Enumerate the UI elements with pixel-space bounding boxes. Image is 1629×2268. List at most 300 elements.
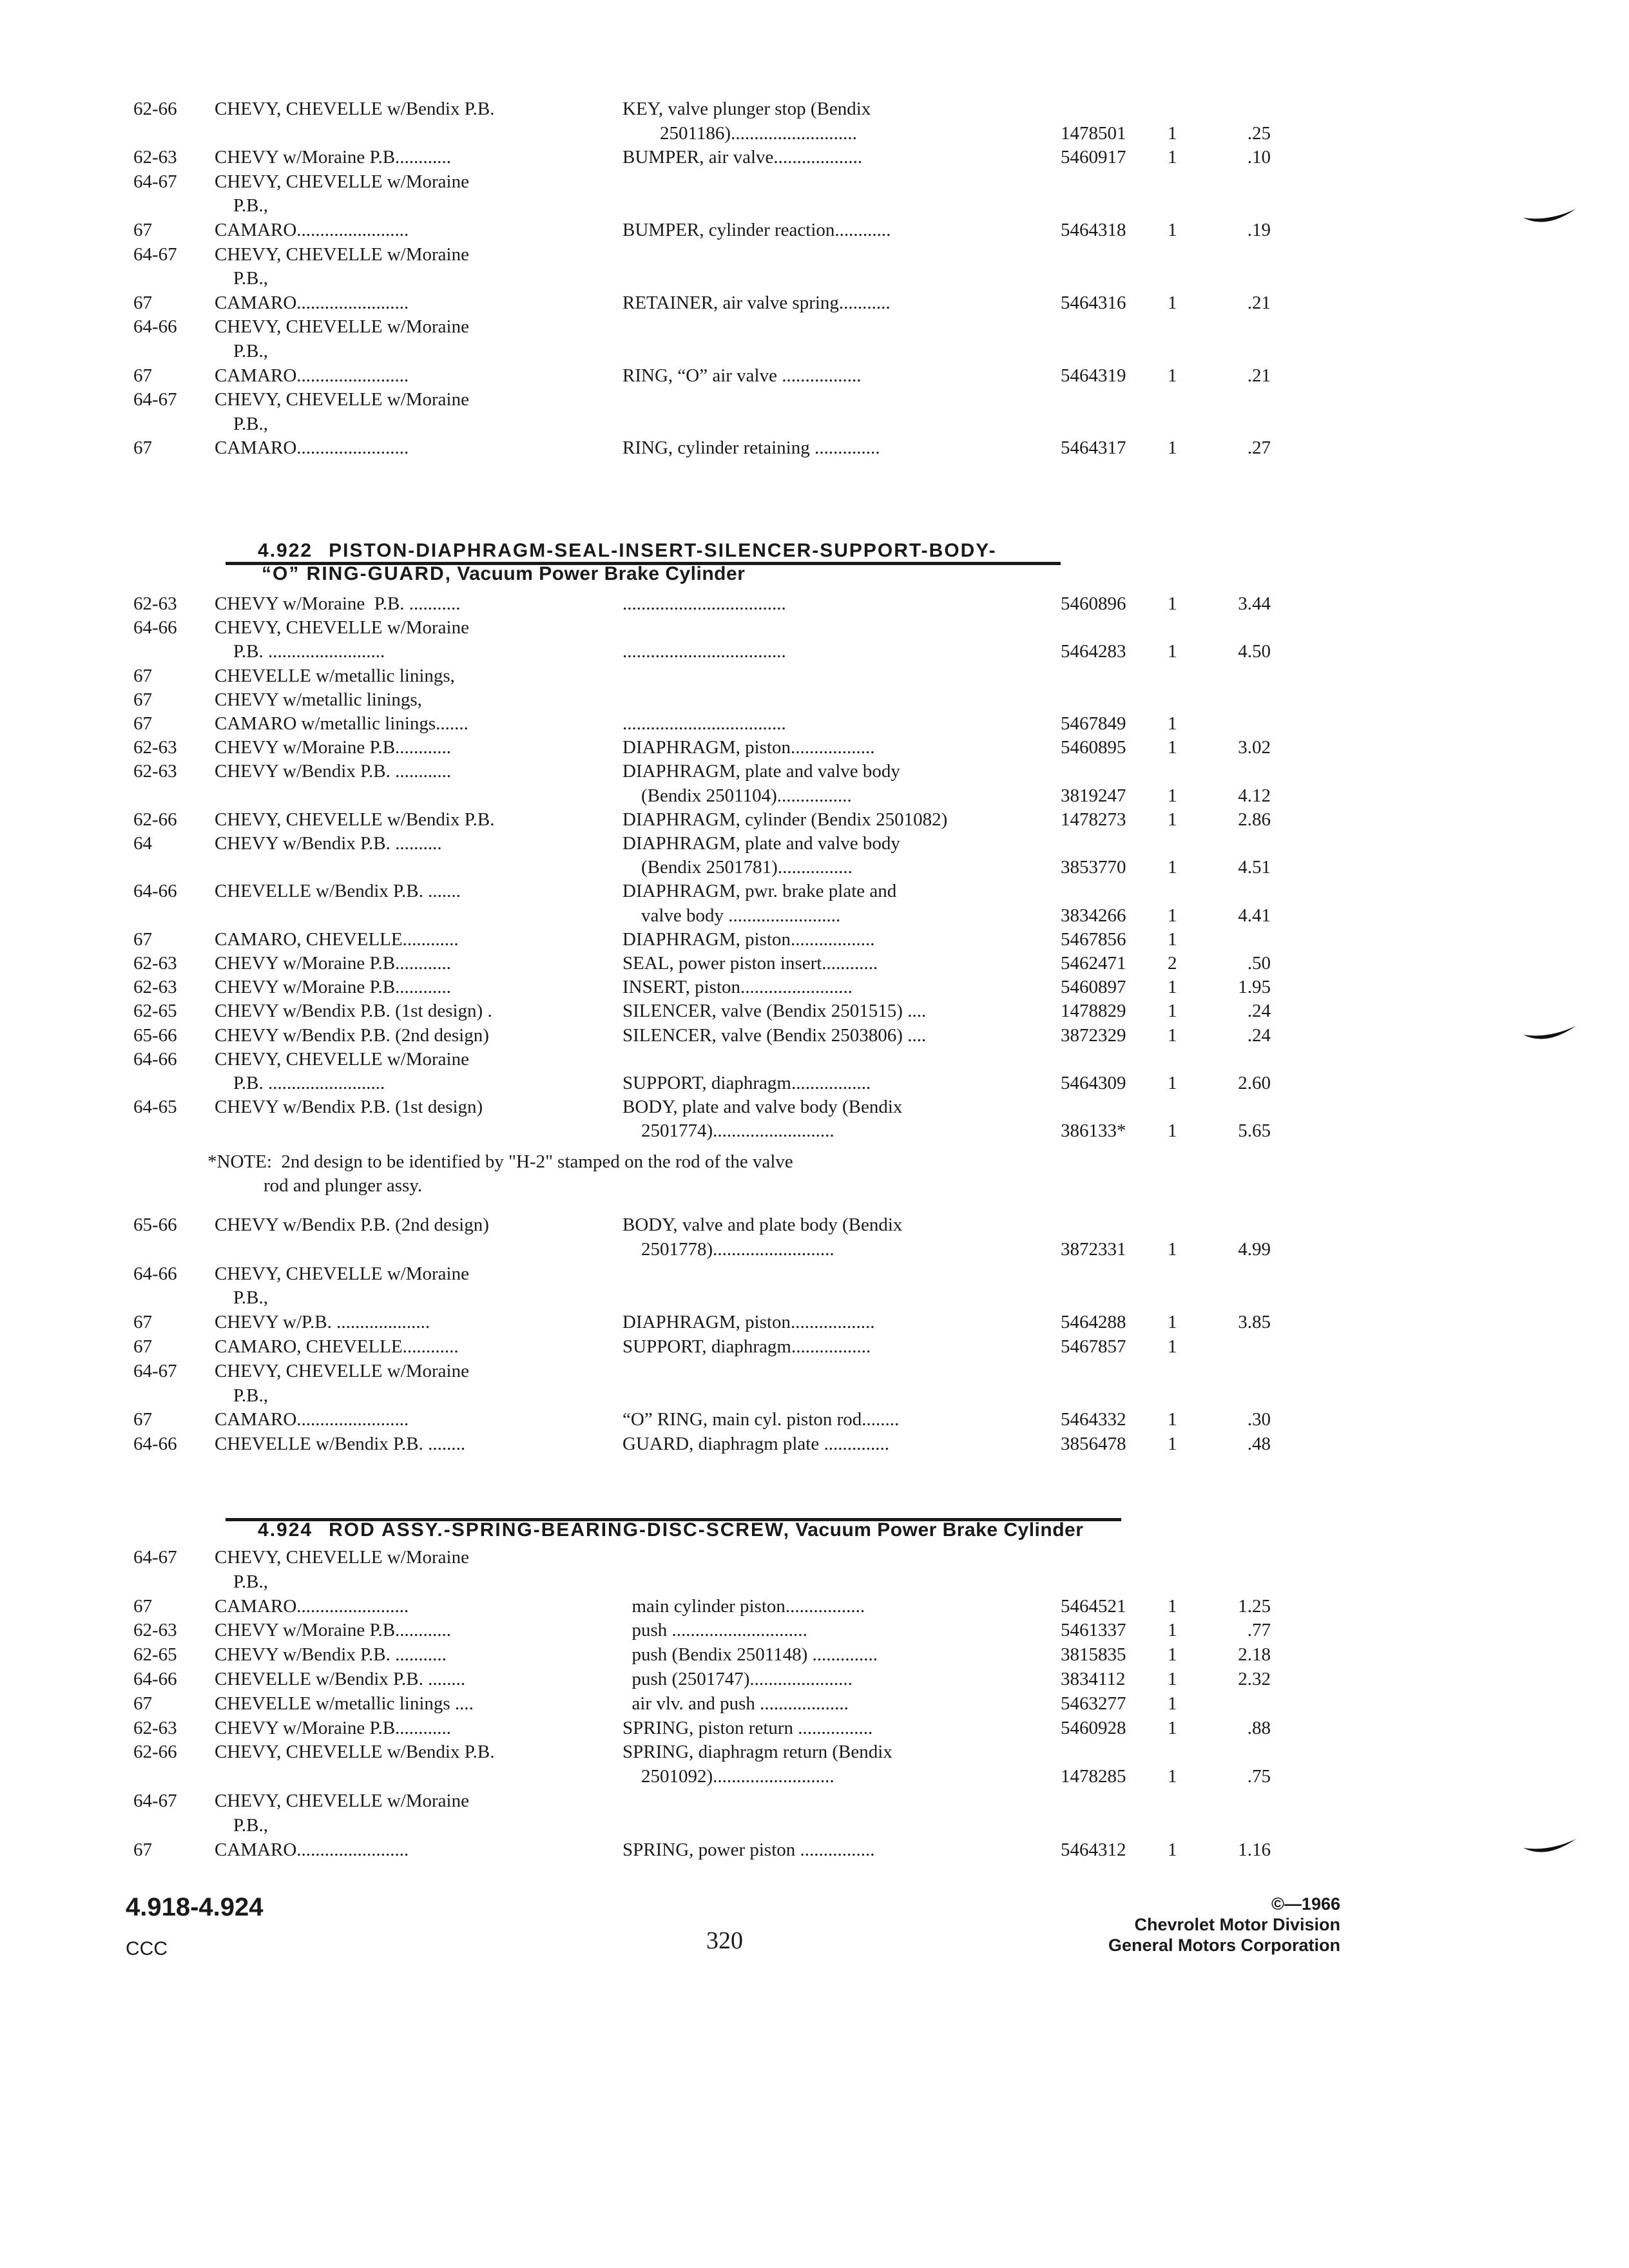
vehicle-model: CAMARO w/metallic linings....... bbox=[215, 713, 468, 734]
quantity: 1 bbox=[1168, 437, 1177, 459]
part-number: 3815835 bbox=[1061, 1644, 1126, 1666]
vehicle-model: P.B., bbox=[215, 1385, 269, 1406]
part-number: 5461337 bbox=[1061, 1620, 1126, 1641]
price: .75 bbox=[1247, 1766, 1271, 1787]
table-row bbox=[0, 1119, 1629, 1143]
table-row bbox=[0, 1545, 1629, 1570]
vehicle-model: CHEVY, CHEVELLE w/Moraine bbox=[215, 389, 469, 410]
part-description: 2501778).......................... bbox=[622, 1238, 834, 1260]
quantity: 1 bbox=[1168, 809, 1177, 830]
part-number: 5464309 bbox=[1061, 1073, 1126, 1093]
part-description: DIAPHRAGM, pwr. brake plate and bbox=[622, 881, 897, 902]
section-4922-number: 4.922 bbox=[258, 540, 313, 561]
part-description: DIAPHRAGM, piston.................. bbox=[622, 928, 875, 950]
table-row bbox=[0, 951, 1629, 975]
price: 2.18 bbox=[1238, 1644, 1271, 1666]
table-row bbox=[0, 145, 1629, 169]
part-description: SPRING, diaphragm return (Bendix bbox=[622, 1742, 892, 1763]
vehicle-model: CHEVY, CHEVELLE w/Bendix P.B. bbox=[215, 99, 495, 119]
part-description: SILENCER, valve (Bendix 2501515) .... bbox=[622, 1001, 927, 1022]
part-description: SEAL, power piston insert............ bbox=[622, 953, 878, 974]
vehicle-model: CHEVY w/metallic linings, bbox=[215, 689, 422, 710]
model-years: 65-66 bbox=[133, 1215, 177, 1235]
part-description: ................................... bbox=[622, 593, 786, 614]
price: 1.16 bbox=[1238, 1839, 1271, 1860]
model-years: 62-63 bbox=[133, 953, 177, 974]
table-row bbox=[0, 363, 1629, 388]
vehicle-model: CHEVY w/Moraine P.B............ bbox=[215, 953, 452, 974]
price: 2.60 bbox=[1238, 1073, 1271, 1093]
table-row bbox=[0, 1285, 1629, 1310]
part-number: 3872329 bbox=[1061, 1024, 1126, 1046]
vehicle-model: CHEVY, CHEVELLE w/Moraine bbox=[215, 1547, 469, 1568]
vehicle-model: P.B. ......................... bbox=[215, 641, 385, 662]
footer-code: CCC bbox=[126, 1938, 168, 1959]
price: .24 bbox=[1247, 1024, 1271, 1046]
model-years: 67 bbox=[133, 665, 152, 686]
quantity: 1 bbox=[1168, 292, 1177, 313]
price: .21 bbox=[1247, 365, 1271, 386]
vehicle-model: CHEVY, CHEVELLE w/Moraine bbox=[215, 316, 469, 338]
part-description: KEY, valve plunger stop (Bendix bbox=[622, 99, 871, 119]
quantity: 1 bbox=[1168, 1001, 1177, 1022]
vehicle-model: CHEVY, CHEVELLE w/Moraine bbox=[215, 1048, 469, 1070]
part-number: 3834112 bbox=[1061, 1669, 1126, 1689]
table-row bbox=[0, 999, 1629, 1023]
vehicle-model: CHEVY w/Bendix P.B. ........... bbox=[215, 1644, 447, 1666]
quantity: 1 bbox=[1168, 905, 1177, 926]
vehicle-model: P.B., bbox=[215, 268, 269, 289]
table-row bbox=[0, 193, 1629, 218]
vehicle-model: CHEVY, CHEVELLE w/Bendix P.B. bbox=[215, 1742, 495, 1763]
part-number: 5464312 bbox=[1061, 1839, 1126, 1860]
quantity: 1 bbox=[1168, 1644, 1177, 1666]
part-description: ................................... bbox=[622, 641, 786, 662]
part-description: DIAPHRAGM, piston.................. bbox=[622, 1312, 875, 1333]
table-row bbox=[0, 1691, 1629, 1716]
vehicle-model: CHEVY w/Bendix P.B. (1st design) bbox=[215, 1097, 483, 1118]
vehicle-model: P.B., bbox=[215, 195, 269, 216]
footer-page-number: 320 bbox=[706, 1927, 743, 1954]
part-description: 2501186)........................... bbox=[622, 122, 857, 144]
section-4924-number: 4.924 bbox=[258, 1519, 313, 1541]
part-description: push (Bendix 2501148) .............. bbox=[622, 1644, 878, 1666]
price: 5.65 bbox=[1238, 1120, 1271, 1142]
section-4924-underline bbox=[226, 1518, 1121, 1521]
quantity: 1 bbox=[1168, 641, 1177, 662]
vehicle-model: CHEVELLE w/metallic linings, bbox=[215, 665, 455, 686]
table-row bbox=[0, 1570, 1629, 1594]
price: 3.85 bbox=[1238, 1312, 1271, 1333]
binder-tick-mark-icon bbox=[1521, 200, 1579, 232]
price: 1.95 bbox=[1238, 977, 1271, 998]
quantity: 1 bbox=[1168, 220, 1177, 240]
table-row bbox=[0, 759, 1629, 783]
vehicle-model: CHEVELLE w/Bendix P.B. ........ bbox=[215, 1434, 466, 1455]
part-number: 5460917 bbox=[1061, 147, 1126, 168]
table-row bbox=[0, 879, 1629, 903]
vehicle-model: CAMARO, CHEVELLE............ bbox=[215, 1336, 459, 1357]
part-description: DIAPHRAGM, piston.................. bbox=[622, 737, 875, 758]
part-description: air vlv. and push ................... bbox=[622, 1693, 849, 1714]
model-years: 62-65 bbox=[133, 1001, 177, 1022]
section-4924-title: ROD ASSY.-SPRING-BEARING-DISC-SCREW, bbox=[329, 1519, 791, 1541]
vehicle-model: CHEVY w/Moraine P.B............ bbox=[215, 737, 452, 758]
footer-corporation: General Motors Corporation bbox=[1108, 1936, 1340, 1955]
vehicle-model: CHEVY w/Moraine P.B. ........... bbox=[215, 593, 461, 614]
design-note-line2: rod and plunger assy. bbox=[207, 1175, 423, 1196]
part-number: 5464316 bbox=[1061, 292, 1126, 313]
model-years: 64-67 bbox=[133, 389, 177, 410]
model-years: 65-66 bbox=[133, 1024, 177, 1046]
part-number: 5460895 bbox=[1061, 737, 1126, 758]
part-number: 1478273 bbox=[1061, 809, 1126, 830]
price: 4.41 bbox=[1238, 905, 1271, 926]
model-years: 67 bbox=[133, 365, 152, 386]
section-4922-subtitle: Vacuum Power Brake Cylinder bbox=[457, 563, 746, 584]
table-row bbox=[0, 1838, 1629, 1862]
model-years: 62-66 bbox=[133, 99, 177, 119]
vehicle-model: CHEVY, CHEVELLE w/Moraine bbox=[215, 1791, 469, 1811]
part-description: SPRING, power piston ................ bbox=[622, 1839, 875, 1860]
table-row bbox=[0, 927, 1629, 952]
part-description: RING, cylinder retaining .............. bbox=[622, 437, 880, 459]
table-row bbox=[0, 1071, 1629, 1095]
model-years: 67 bbox=[133, 1312, 152, 1333]
model-years: 64-67 bbox=[133, 171, 177, 192]
part-description: (Bendix 2501104)................ bbox=[622, 785, 852, 806]
price: 4.99 bbox=[1238, 1238, 1271, 1260]
model-years: 64-66 bbox=[133, 617, 177, 639]
part-description: SPRING, piston return ................ bbox=[622, 1717, 873, 1738]
price: .19 bbox=[1247, 220, 1271, 240]
quantity: 1 bbox=[1168, 1717, 1177, 1738]
quantity: 1 bbox=[1168, 1839, 1177, 1860]
table-row bbox=[0, 1262, 1629, 1286]
part-description: DIAPHRAGM, plate and valve body bbox=[622, 833, 900, 854]
part-number: 5464319 bbox=[1061, 365, 1126, 386]
table-row bbox=[0, 735, 1629, 760]
model-years: 64 bbox=[133, 833, 152, 854]
part-description: BUMPER, cylinder reaction............ bbox=[622, 220, 891, 240]
table-row bbox=[0, 783, 1629, 808]
table-row bbox=[0, 591, 1629, 616]
vehicle-model: CHEVY, CHEVELLE w/Moraine bbox=[215, 617, 469, 639]
part-description: DIAPHRAGM, cylinder (Bendix 2501082) bbox=[622, 809, 948, 830]
vehicle-model: CHEVY, CHEVELLE w/Moraine bbox=[215, 1263, 469, 1284]
table-row bbox=[0, 639, 1629, 664]
vehicle-model: P.B. ......................... bbox=[215, 1073, 385, 1093]
section-4922-underline bbox=[226, 562, 1061, 565]
model-years: 67 bbox=[133, 928, 152, 950]
price: 4.50 bbox=[1238, 641, 1271, 662]
model-years: 67 bbox=[133, 220, 152, 240]
part-description: “O” RING, main cyl. piston rod........ bbox=[622, 1409, 900, 1430]
quantity: 1 bbox=[1168, 928, 1177, 950]
part-description: BUMPER, air valve................... bbox=[622, 147, 863, 168]
price: .21 bbox=[1247, 292, 1271, 313]
model-years: 62-63 bbox=[133, 1717, 177, 1738]
quantity: 1 bbox=[1168, 147, 1177, 168]
part-description: valve body ........................ bbox=[622, 905, 841, 926]
table-row bbox=[0, 1667, 1629, 1691]
quantity: 1 bbox=[1168, 1693, 1177, 1714]
table-row bbox=[0, 314, 1629, 339]
vehicle-model: CHEVY, CHEVELLE w/Moraine bbox=[215, 1360, 469, 1381]
vehicle-model: CAMARO........................ bbox=[215, 1839, 409, 1860]
design-note-line1: *NOTE: 2nd design to be identified by "H-2" stamped on the rod of the valve bbox=[207, 1151, 793, 1172]
binder-tick-mark-icon bbox=[1521, 1017, 1579, 1049]
part-number: 5467856 bbox=[1061, 928, 1126, 950]
price: .50 bbox=[1247, 953, 1271, 974]
section-4922-title-cont: “O” RING-GUARD, bbox=[262, 563, 452, 584]
quantity: 1 bbox=[1168, 1669, 1177, 1689]
table-row bbox=[0, 687, 1629, 712]
part-description: RETAINER, air valve spring........... bbox=[622, 292, 891, 313]
quantity: 1 bbox=[1168, 785, 1177, 806]
quantity: 1 bbox=[1168, 857, 1177, 878]
table-row bbox=[0, 1047, 1629, 1072]
vehicle-model: CAMARO........................ bbox=[215, 1595, 409, 1617]
table-row bbox=[0, 121, 1629, 146]
table-row bbox=[0, 1642, 1629, 1667]
vehicle-model: CHEVY w/Moraine P.B............ bbox=[215, 977, 452, 998]
part-description: ................................... bbox=[622, 713, 786, 734]
part-number: 5463277 bbox=[1061, 1693, 1126, 1714]
part-number: 5462471 bbox=[1061, 953, 1126, 974]
quantity: 1 bbox=[1168, 1120, 1177, 1142]
part-description: BODY, valve and plate body (Bendix bbox=[622, 1215, 903, 1235]
table-row bbox=[0, 615, 1629, 640]
quantity: 1 bbox=[1168, 1766, 1177, 1787]
part-description: DIAPHRAGM, plate and valve body bbox=[622, 761, 900, 782]
price: 3.44 bbox=[1238, 593, 1271, 614]
price: .27 bbox=[1247, 437, 1271, 459]
table-row bbox=[0, 218, 1629, 242]
model-years: 64-66 bbox=[133, 881, 177, 902]
price: 1.25 bbox=[1238, 1595, 1271, 1617]
footer-division: Chevrolet Motor Division bbox=[1134, 1915, 1340, 1934]
table-row bbox=[0, 1359, 1629, 1383]
table-row bbox=[0, 664, 1629, 688]
table-row bbox=[0, 291, 1629, 315]
model-years: 67 bbox=[133, 689, 152, 710]
quantity: 2 bbox=[1168, 953, 1177, 974]
vehicle-model: P.B., bbox=[215, 1814, 269, 1836]
part-number: 5464318 bbox=[1061, 220, 1126, 240]
quantity: 1 bbox=[1168, 1336, 1177, 1357]
quantity: 1 bbox=[1168, 1312, 1177, 1333]
price: .88 bbox=[1247, 1717, 1271, 1738]
part-number: 5460896 bbox=[1061, 593, 1126, 614]
model-years: 67 bbox=[133, 713, 152, 734]
vehicle-model: CHEVY w/Bendix P.B. (2nd design) bbox=[215, 1215, 489, 1235]
model-years: 67 bbox=[133, 1595, 152, 1617]
table-row bbox=[0, 387, 1629, 412]
vehicle-model: CAMARO........................ bbox=[215, 292, 409, 313]
model-years: 62-66 bbox=[133, 809, 177, 830]
table-row bbox=[0, 1813, 1629, 1838]
price: .24 bbox=[1247, 1001, 1271, 1022]
price: 2.32 bbox=[1238, 1669, 1271, 1689]
part-number: 3819247 bbox=[1061, 785, 1126, 806]
table-row bbox=[0, 1023, 1629, 1048]
table-row bbox=[0, 807, 1629, 832]
part-description: RING, “O” air valve ................. bbox=[622, 365, 862, 386]
price: 2.86 bbox=[1238, 809, 1271, 830]
model-years: 67 bbox=[133, 1839, 152, 1860]
model-years: 64-66 bbox=[133, 1048, 177, 1070]
part-number: 1478829 bbox=[1061, 1001, 1126, 1022]
part-number: 5464332 bbox=[1061, 1409, 1126, 1430]
part-number: 1478285 bbox=[1061, 1766, 1126, 1787]
part-description: 2501092).......................... bbox=[622, 1766, 834, 1787]
model-years: 62-66 bbox=[133, 1742, 177, 1763]
part-number: 5467849 bbox=[1061, 713, 1126, 734]
part-number: 3872331 bbox=[1061, 1238, 1126, 1260]
table-row bbox=[0, 1789, 1629, 1813]
quantity: 1 bbox=[1168, 977, 1177, 998]
vehicle-model: CHEVY w/Bendix P.B. .......... bbox=[215, 833, 442, 854]
table-row bbox=[0, 1407, 1629, 1432]
vehicle-model: CAMARO........................ bbox=[215, 365, 409, 386]
model-years: 67 bbox=[133, 1409, 152, 1430]
part-number: 5464283 bbox=[1061, 641, 1126, 662]
part-number: 5467857 bbox=[1061, 1336, 1126, 1357]
price: 3.02 bbox=[1238, 737, 1271, 758]
quantity: 1 bbox=[1168, 1409, 1177, 1430]
model-years: 62-63 bbox=[133, 593, 177, 614]
section-4924-subtitle: Vacuum Power Brake Cylinder bbox=[795, 1519, 1084, 1541]
footer-copyright: ©—1966 bbox=[1271, 1894, 1340, 1914]
vehicle-model: CHEVELLE w/Bendix P.B. ........ bbox=[215, 1669, 466, 1689]
part-description: SILENCER, valve (Bendix 2503806) .... bbox=[622, 1024, 927, 1046]
model-years: 64-66 bbox=[133, 1434, 177, 1455]
part-number: 1478501 bbox=[1061, 122, 1126, 144]
part-number: 3834266 bbox=[1061, 905, 1126, 926]
part-number: 386133* bbox=[1061, 1120, 1126, 1142]
model-years: 62-63 bbox=[133, 1620, 177, 1641]
model-years: 64-65 bbox=[133, 1097, 177, 1118]
table-row bbox=[0, 1334, 1629, 1359]
part-description: INSERT, piston........................ bbox=[622, 977, 853, 998]
part-number: 5460897 bbox=[1061, 977, 1126, 998]
model-years: 64-67 bbox=[133, 1547, 177, 1568]
vehicle-model: CHEVY w/Bendix P.B. (1st design) . bbox=[215, 1001, 492, 1022]
vehicle-model: CHEVY w/P.B. .................... bbox=[215, 1312, 430, 1333]
price: .48 bbox=[1247, 1434, 1271, 1455]
table-row bbox=[0, 97, 1629, 121]
model-years: 64-67 bbox=[133, 1360, 177, 1381]
vehicle-model: CAMARO........................ bbox=[215, 1409, 409, 1430]
model-years: 62-65 bbox=[133, 1644, 177, 1666]
part-description: SUPPORT, diaphragm................. bbox=[622, 1073, 871, 1093]
part-number: 5464521 bbox=[1061, 1595, 1126, 1617]
part-number: 5460928 bbox=[1061, 1717, 1126, 1738]
part-description: push ............................. bbox=[622, 1620, 807, 1641]
vehicle-model: P.B., bbox=[215, 1571, 269, 1592]
quantity: 1 bbox=[1168, 593, 1177, 614]
quantity: 1 bbox=[1168, 1595, 1177, 1617]
vehicle-model: CHEVY, CHEVELLE w/Moraine bbox=[215, 171, 469, 192]
price: .25 bbox=[1247, 122, 1271, 144]
table-row bbox=[0, 1095, 1629, 1119]
table-row bbox=[0, 1618, 1629, 1642]
table-row bbox=[0, 1383, 1629, 1408]
vehicle-model: CAMARO........................ bbox=[215, 437, 409, 459]
part-number: 5464288 bbox=[1061, 1312, 1126, 1333]
table-row bbox=[0, 1594, 1629, 1619]
model-years: 62-63 bbox=[133, 977, 177, 998]
price: 4.12 bbox=[1238, 785, 1271, 806]
table-row bbox=[0, 1432, 1629, 1456]
model-years: 62-63 bbox=[133, 147, 177, 168]
price: .77 bbox=[1247, 1620, 1271, 1641]
price: .10 bbox=[1247, 147, 1271, 168]
model-years: 62-63 bbox=[133, 761, 177, 782]
table-row bbox=[0, 1213, 1629, 1237]
part-description: main cylinder piston................. bbox=[622, 1595, 865, 1617]
model-years: 67 bbox=[133, 1693, 152, 1714]
vehicle-model: CAMARO........................ bbox=[215, 220, 409, 240]
table-row bbox=[0, 339, 1629, 363]
table-row bbox=[0, 1716, 1629, 1740]
vehicle-model: CHEVY w/Moraine P.B............ bbox=[215, 1620, 452, 1641]
vehicle-model: CHEVELLE w/metallic linings .... bbox=[215, 1693, 474, 1714]
table-row bbox=[0, 436, 1629, 460]
footer-section-range: 4.918-4.924 bbox=[126, 1893, 264, 1921]
part-number: 3853770 bbox=[1061, 857, 1126, 878]
vehicle-model: CAMARO, CHEVELLE............ bbox=[215, 928, 459, 950]
model-years: 64-67 bbox=[133, 244, 177, 265]
model-years: 62-63 bbox=[133, 737, 177, 758]
table-row bbox=[0, 1764, 1629, 1789]
table-row bbox=[0, 1740, 1629, 1764]
table-row bbox=[0, 412, 1629, 436]
vehicle-model: CHEVY w/Bendix P.B. ............ bbox=[215, 761, 452, 782]
part-description: GUARD, diaphragm plate .............. bbox=[622, 1434, 889, 1455]
vehicle-model: CHEVELLE w/Bendix P.B. ....... bbox=[215, 881, 461, 902]
quantity: 1 bbox=[1168, 713, 1177, 734]
price: .30 bbox=[1247, 1409, 1271, 1430]
model-years: 64-66 bbox=[133, 316, 177, 338]
quantity: 1 bbox=[1168, 1620, 1177, 1641]
vehicle-model: P.B., bbox=[215, 341, 269, 361]
table-row bbox=[0, 242, 1629, 267]
vehicle-model: CHEVY w/Bendix P.B. (2nd design) bbox=[215, 1024, 489, 1046]
table-row bbox=[0, 975, 1629, 999]
model-years: 64-66 bbox=[133, 1669, 177, 1689]
vehicle-model: P.B., bbox=[215, 413, 269, 434]
part-description: SUPPORT, diaphragm................. bbox=[622, 1336, 871, 1357]
table-row bbox=[0, 266, 1629, 291]
vehicle-model: CHEVY, CHEVELLE w/Moraine bbox=[215, 244, 469, 265]
part-description: push (2501747)...................... bbox=[622, 1669, 853, 1689]
model-years: 67 bbox=[133, 292, 152, 313]
quantity: 1 bbox=[1168, 1024, 1177, 1046]
table-row bbox=[0, 903, 1629, 928]
table-row bbox=[0, 855, 1629, 879]
table-row bbox=[0, 169, 1629, 194]
quantity: 1 bbox=[1168, 1238, 1177, 1260]
part-description: 2501774).......................... bbox=[622, 1120, 834, 1142]
table-row bbox=[0, 1237, 1629, 1262]
section-4922-title: PISTON-DIAPHRAGM-SEAL-INSERT-SILENCER-SUPPORT-BODY- bbox=[329, 540, 997, 561]
table-row bbox=[0, 1310, 1629, 1334]
model-years: 67 bbox=[133, 1336, 152, 1357]
quantity: 1 bbox=[1168, 122, 1177, 144]
binder-tick-mark-icon bbox=[1521, 1830, 1579, 1862]
